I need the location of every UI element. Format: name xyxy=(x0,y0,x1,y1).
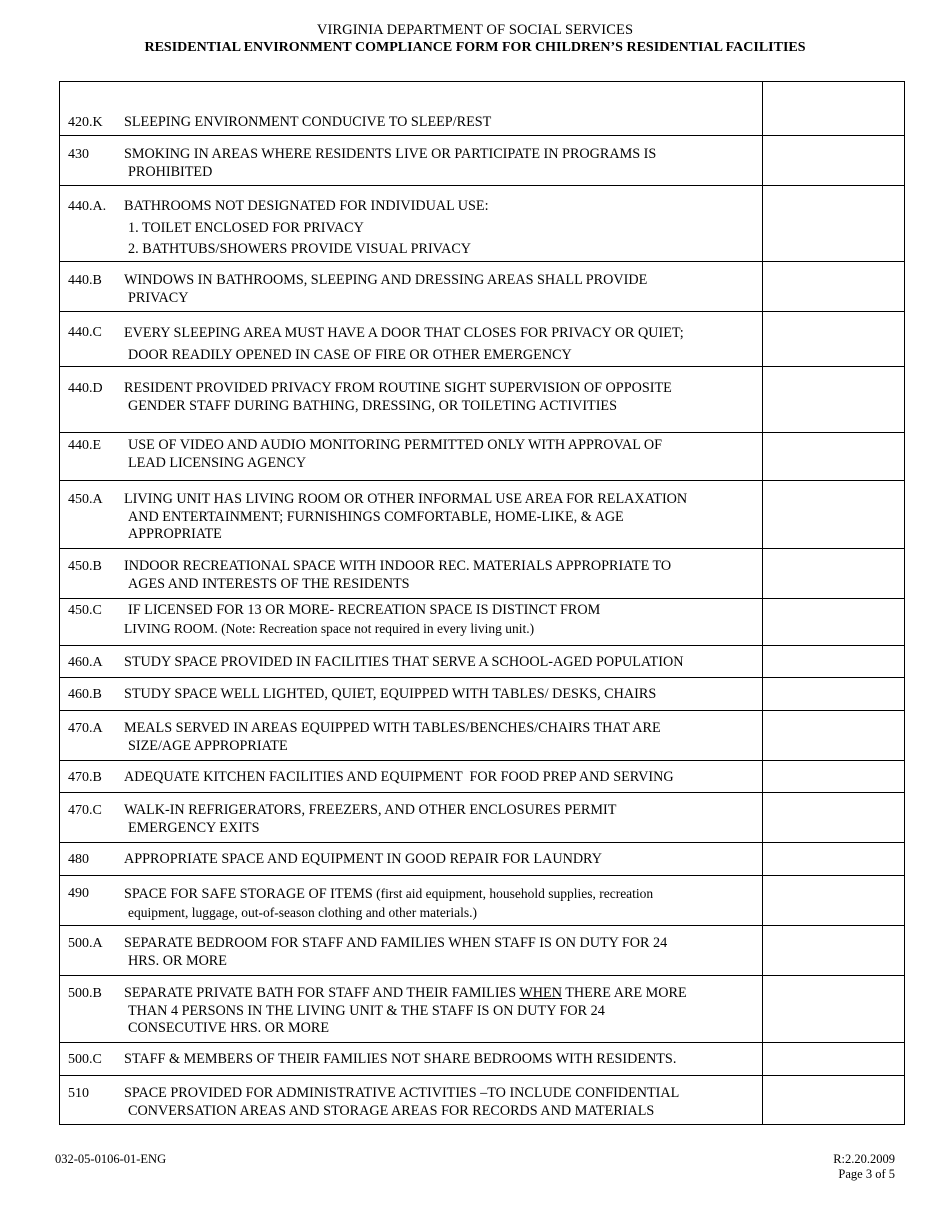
compliance-cell[interactable] xyxy=(763,976,905,1043)
standard-text: SEPARATE PRIVATE BATH FOR STAFF AND THEIR FAMILIES WHEN THERE ARE MORE THAN 4 PERSONS IN THE LIVING UNIT & THE STAFF IS ON DUTY FOR 24 CONSECUTIVE HRS. OR MORE xyxy=(124,985,687,1036)
standard-code: 440.C xyxy=(68,325,102,340)
table-row xyxy=(60,186,905,262)
compliance-cell[interactable] xyxy=(763,433,905,481)
revision-date: R:2.20.2009 xyxy=(833,1152,895,1166)
table-row xyxy=(60,1076,905,1125)
standard-text: STAFF & MEMBERS OF THEIR FAMILIES NOT SHARE BEDROOMS WITH RESIDENTS. xyxy=(124,1051,677,1067)
compliance-cell[interactable] xyxy=(763,367,905,433)
form-number: 032-05-0106-01-ENG xyxy=(55,1152,167,1166)
compliance-table xyxy=(59,81,905,1125)
standard-code: 450.B xyxy=(68,559,102,574)
table-row xyxy=(60,976,905,1043)
standard-code: 470.A xyxy=(68,721,103,736)
standard-code: 500.A xyxy=(68,936,103,951)
standard-code: 480 xyxy=(68,852,89,867)
standard-code: 500.B xyxy=(68,986,102,1001)
standard-code: 430 xyxy=(68,147,89,162)
standard-text: SPACE FOR SAFE STORAGE OF ITEMS (first aid equipment, household supplies, recreation equipment, luggage, out-of-season clothing and other materials.) xyxy=(124,886,654,920)
table-row xyxy=(60,82,905,136)
compliance-cell[interactable] xyxy=(763,926,905,976)
table-row xyxy=(60,843,905,876)
standard-code: 470.B xyxy=(68,770,102,785)
compliance-cell[interactable] xyxy=(763,678,905,711)
standard-text: SEPARATE BEDROOM FOR STAFF AND FAMILIES WHEN STAFF IS ON DUTY FOR 24 HRS. OR MORE xyxy=(124,935,668,969)
compliance-cell[interactable] xyxy=(763,599,905,646)
table-row xyxy=(60,433,905,481)
standard-text: WALK-IN REFRIGERATORS, FREEZERS, AND OTHER ENCLOSURES PERMIT EMERGENCY EXITS xyxy=(124,802,617,836)
table-row xyxy=(60,678,905,711)
standard-code: 460.A xyxy=(68,655,103,670)
standard-text: STUDY SPACE PROVIDED IN FACILITIES THAT SERVE A SCHOOL-AGED POPULATION xyxy=(124,654,684,670)
standard-text: SPACE PROVIDED FOR ADMINISTRATIVE ACTIVITIES –TO INCLUDE CONFIDENTIAL CONVERSATION AREAS AND STORAGE AREAS FOR RECORDS AND MATERIALS xyxy=(124,1085,680,1119)
sub-item: 2. BATHTUBS/SHOWERS PROVIDE VISUAL PRIVACY xyxy=(128,241,472,257)
standard-text: EVERY SLEEPING AREA MUST HAVE A DOOR THAT CLOSES FOR PRIVACY OR QUIET; DOOR READILY OPENED IN CASE OF FIRE OR OTHER EMERGENCY xyxy=(124,325,684,363)
standard-code: 450.C xyxy=(68,603,102,618)
standard-code: 490 xyxy=(68,886,89,901)
compliance-cell[interactable] xyxy=(763,711,905,761)
page-number: Page 3 of 5 xyxy=(838,1167,895,1181)
compliance-cell[interactable] xyxy=(763,1043,905,1076)
standard-text: LIVING UNIT HAS LIVING ROOM OR OTHER INFORMAL USE AREA FOR RELAXATION AND ENTERTAINMENT; FURNISHINGS COMFORTABLE, HOME-LIKE, & AGE APPROPRIATE xyxy=(124,491,688,542)
standard-text: USE OF VIDEO AND AUDIO MONITORING PERMITTED ONLY WITH APPROVAL OF LEAD LICENSING AGENCY xyxy=(128,437,663,471)
table-row xyxy=(60,262,905,312)
compliance-cell[interactable] xyxy=(763,262,905,312)
sub-item: 1. TOILET ENCLOSED FOR PRIVACY xyxy=(128,219,364,236)
table-row xyxy=(60,136,905,186)
compliance-cell[interactable] xyxy=(763,312,905,367)
standard-text: STUDY SPACE WELL LIGHTED, QUIET, EQUIPPED WITH TABLES/ DESKS, CHAIRS xyxy=(124,686,657,702)
compliance-cell[interactable] xyxy=(763,876,905,926)
compliance-cell[interactable] xyxy=(763,481,905,549)
standard-text: MEALS SERVED IN AREAS EQUIPPED WITH TABLES/BENCHES/CHAIRS THAT ARE SIZE/AGE APPROPRIATE xyxy=(124,720,661,754)
table-row xyxy=(60,1043,905,1076)
table-row xyxy=(60,926,905,976)
standard-text: APPROPRIATE SPACE AND EQUIPMENT IN GOOD REPAIR FOR LAUNDRY xyxy=(124,851,602,867)
table-row xyxy=(60,711,905,761)
compliance-cell[interactable] xyxy=(763,549,905,599)
compliance-cell[interactable] xyxy=(763,646,905,678)
form-title: RESIDENTIAL ENVIRONMENT COMPLIANCE FORM FOR CHILDREN’S RESIDENTIAL FACILITIES xyxy=(144,40,806,55)
standard-code: 440.D xyxy=(68,381,103,396)
standard-text: RESIDENT PROVIDED PRIVACY FROM ROUTINE SIGHT SUPERVISION OF OPPOSITE GENDER STAFF DURING BATHING, DRESSING, OR TOILETING ACTIVITIES xyxy=(124,380,672,414)
compliance-cell[interactable] xyxy=(763,186,905,262)
standard-text: INDOOR RECREATIONAL SPACE WITH INDOOR REC. MATERIALS APPROPRIATE TO AGES AND INTERESTS OF THE RESIDENTS xyxy=(124,558,672,592)
compliance-cell[interactable] xyxy=(763,793,905,843)
standard-text: BATHROOMS NOT DESIGNATED FOR INDIVIDUAL USE: 1. TOILET ENCLOSED FOR PRIVACY 2. BATHTUBS/SHOWERS PROVIDE VISUAL PRIVACY xyxy=(124,196,762,261)
standard-code: 510 xyxy=(68,1086,89,1101)
table-row xyxy=(60,599,905,646)
table-row xyxy=(60,367,905,433)
compliance-cell[interactable] xyxy=(763,761,905,793)
table-row xyxy=(60,549,905,599)
standard-text: SLEEPING ENVIRONMENT CONDUCIVE TO SLEEP/REST xyxy=(124,114,492,130)
standard-text: ADEQUATE KITCHEN FACILITIES AND EQUIPMENT FOR FOOD PREP AND SERVING xyxy=(124,769,674,785)
standard-text: SMOKING IN AREAS WHERE RESIDENTS LIVE OR PARTICIPATE IN PROGRAMS IS PROHIBITED xyxy=(124,146,657,180)
standard-text: IF LICENSED FOR 13 OR MORE- RECREATION SPACE IS DISTINCT FROM LIVING ROOM. (Note: Recreation space not required in every living unit.) xyxy=(124,602,601,636)
table-row xyxy=(60,793,905,843)
standard-code: 420.K xyxy=(68,115,103,130)
standard-code: 460.B xyxy=(68,687,102,702)
table-row xyxy=(60,761,905,793)
table-row xyxy=(60,312,905,367)
standard-code: 440.A. xyxy=(68,199,107,214)
standard-code: 450.A xyxy=(68,492,103,507)
document-header xyxy=(0,22,950,56)
table-row xyxy=(60,646,905,678)
page-info xyxy=(833,1152,895,1182)
standard-code: 470.C xyxy=(68,803,102,818)
compliance-cell[interactable] xyxy=(763,1076,905,1125)
standard-text: WINDOWS IN BATHROOMS, SLEEPING AND DRESSING AREAS SHALL PROVIDE PRIVACY xyxy=(124,272,648,306)
agency-title: VIRGINIA DEPARTMENT OF SOCIAL SERVICES xyxy=(316,22,634,38)
compliance-cell[interactable] xyxy=(763,136,905,186)
compliance-cell[interactable] xyxy=(763,82,905,136)
standard-code: 440.E xyxy=(68,438,102,453)
table-row xyxy=(60,876,905,926)
standard-code: 500.C xyxy=(68,1052,102,1067)
compliance-cell[interactable] xyxy=(763,843,905,876)
standard-code: 440.B xyxy=(68,273,102,288)
table-row xyxy=(60,481,905,549)
